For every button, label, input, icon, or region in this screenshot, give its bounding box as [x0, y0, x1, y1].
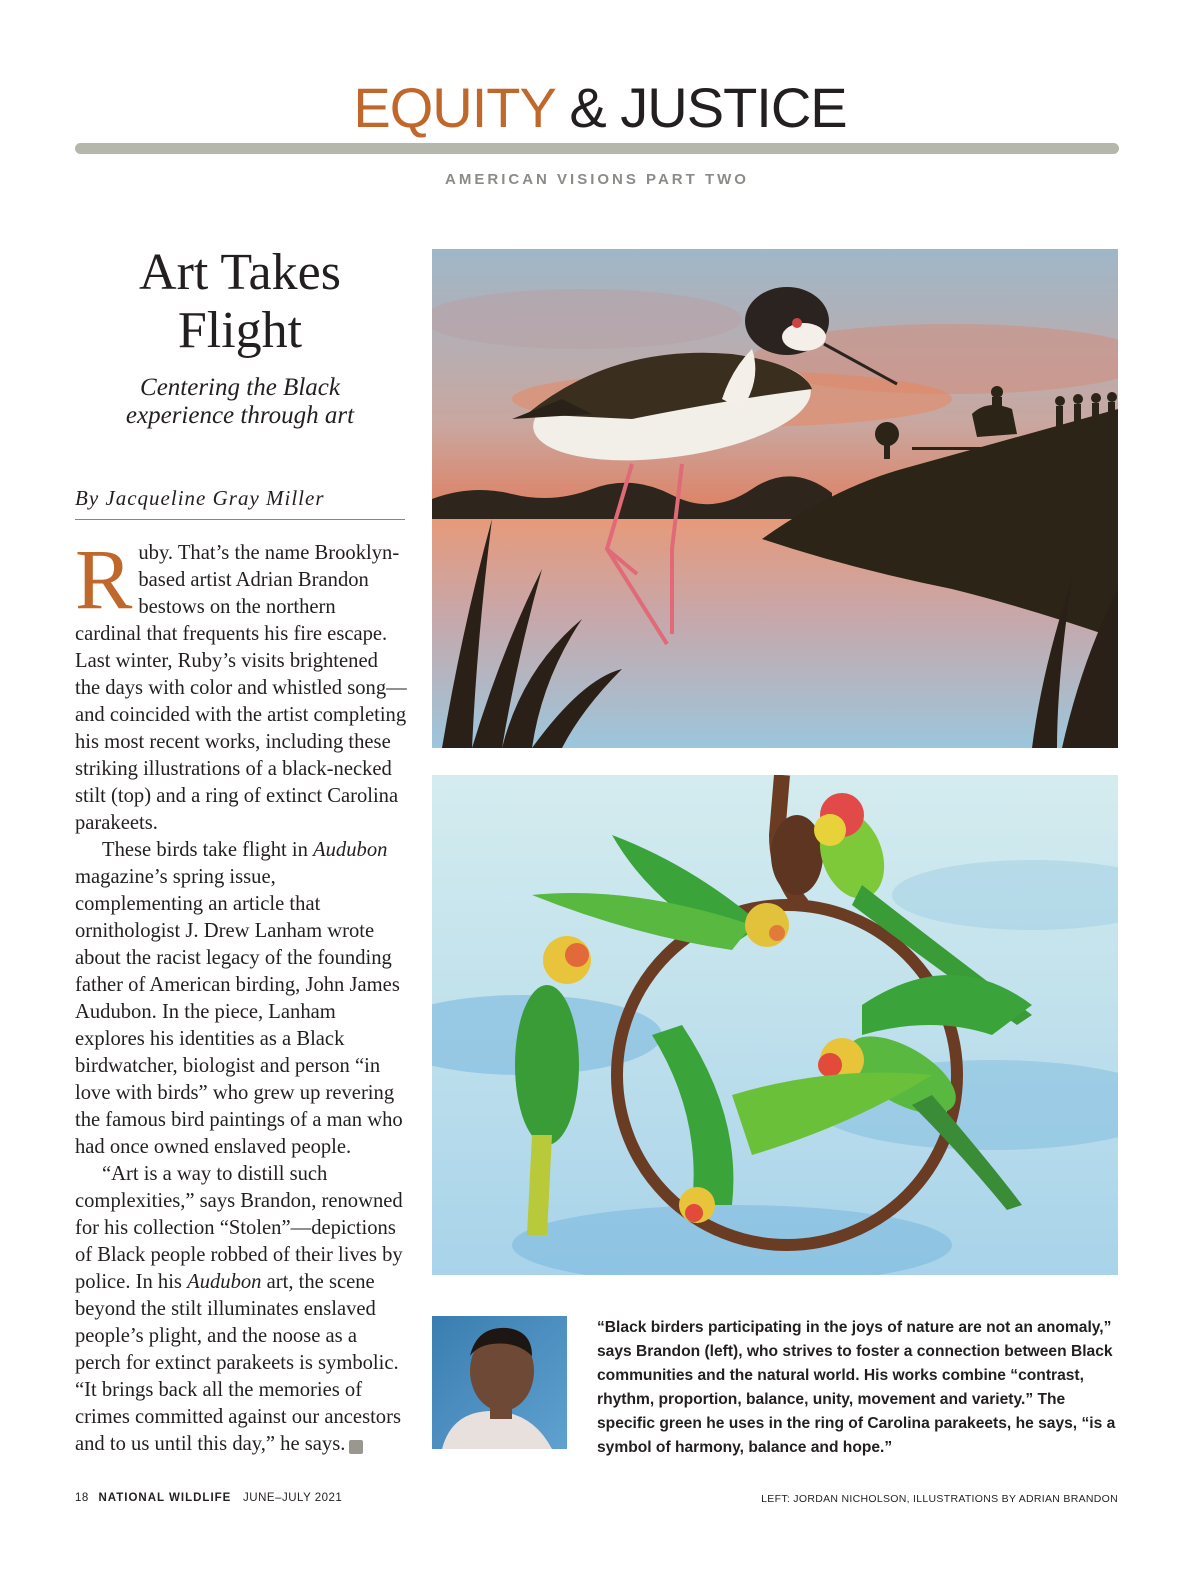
paragraph-3: [75, 1161, 407, 1458]
section-title-equity: EQUITY: [353, 76, 555, 139]
section-title-justice: & JUSTICE: [569, 76, 847, 139]
artist-portrait: [432, 1316, 567, 1449]
article-body: [75, 531, 407, 1458]
issue-date: JUNE–JULY 2021: [243, 1492, 343, 1504]
byline-rule: [75, 519, 405, 520]
deck-line-2: experience through art: [125, 402, 355, 429]
article-headline: [75, 244, 405, 360]
page-number: 18: [75, 1492, 89, 1504]
audubon-italic: Audubon: [187, 1271, 262, 1293]
paragraph-2: [75, 837, 407, 1161]
section-title: [0, 78, 1200, 138]
paragraph-1: [75, 531, 407, 837]
paragraph-3-rest: art, the scene beyond the stilt illuminates enslaved people’s plight, and the noose as a perch for extinct parakeets is symbolic. “It brings back all the memories of crimes committed against our ancestors and to us until this day,” he says.: [75, 1271, 401, 1455]
paragraph-2-rest: magazine’s spring issue, complementing an article that ornithologist J. Drew Lanham wrote about the racist legacy of the founding father of American birding, John James Audubon. In the piece, Lanham explores his identities as a Black birdwatcher, biologist and person “in love with birds” who grew up revering the famous bird paintings of a man who had once owned enslaved people.: [75, 866, 403, 1158]
drop-cap: R: [75, 531, 133, 627]
article-deck: [75, 374, 405, 430]
parakeet-ring-illustration: [432, 775, 1118, 1275]
stilt-illustration: [432, 249, 1118, 748]
series-kicker: AMERICAN VISIONS PART TWO: [445, 171, 749, 188]
paragraph-2-start: These birds take flight in: [102, 839, 314, 861]
end-mark-icon: W: [349, 1440, 363, 1454]
byline: By Jacqueline Gray Miller: [75, 486, 325, 510]
headline-line-1: Art Takes: [139, 244, 341, 301]
deck-line-1: Centering the Black: [140, 374, 340, 401]
header-rule: [75, 143, 1119, 154]
photo-credit: LEFT: JORDAN NICHOLSON, ILLUSTRATIONS BY ADRIAN BRANDON: [761, 1493, 1118, 1505]
photo-caption: “Black birders participating in the joys of nature are not an anomaly,” says Brandon (left), who strives to foster a connection between Black communities and the natural world. His works combine “contrast, rhythm, proportion, balance, unity, movement and variety.” The specific green he uses in the ring of Carolina parakeets, he says, “is a symbol of harmony, balance and hope.”: [597, 1319, 1116, 1456]
audubon-italic: Audubon: [313, 839, 388, 861]
paragraph-3-start: “Art is a way to distill such complexities,” says Brandon, renowned for his collection “Stolen”—depictions of Black people robbed of their lives by police. In his: [75, 1163, 403, 1293]
headline-line-2: Flight: [177, 302, 303, 359]
paragraph-1-text: uby. That’s the name Brooklyn-based artist Adrian Brandon bestows on the northern cardinal that frequents his fire escape. Last winter, Ruby’s visits brightened the days with color and whistled song—and coincided with the artist completing his most recent works, including these striking illustrations of a black-necked stilt (top) and a ring of extinct Carolina parakeets.: [75, 542, 407, 834]
folio: [75, 1492, 342, 1504]
magazine-name: NATIONAL WILDLIFE: [98, 1492, 232, 1504]
